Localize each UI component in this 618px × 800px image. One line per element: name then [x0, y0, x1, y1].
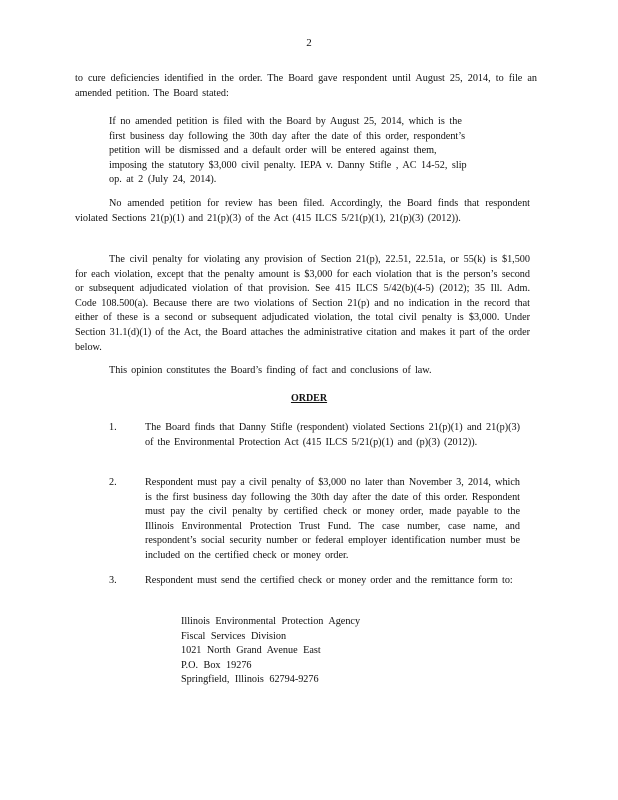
quote-line: first business day following the 30th day after the date of this order, respondent’s: [109, 130, 466, 142]
address-line: Illinois Environmental Protection Agency: [181, 616, 361, 627]
order-item-number: 1.: [109, 422, 117, 433]
body-paragraph: No amended petition for review has been filed. Accordingly, the Board finds that respondent violated Sections 21(p)(1) and 21(p)(3) of the Act (415 ILCS 5/21(p)(1), 21(p)(3) (2012)).: [75, 198, 530, 224]
address-line: Fiscal Services Division: [181, 630, 287, 642]
intro-paragraph: to cure deficiencies identified in the order. The Board gave respondent until August 25, 2014, to file an amended petition. The Board stated:: [75, 73, 537, 99]
mailing-address: [181, 615, 360, 688]
order-item-text: Respondent must send the certified check or money order and the remittance form to:: [145, 575, 513, 586]
order-item-text: Respondent must pay a civil penalty of $3,000 no later than November 3, 2014, which is the first business day following the 30th day after the date of this order. Respondent must pay the civil penalty by certified check or money order, made payable to the Illinois Environmental Protection Trust Fund. The case number, case name, and respondent’s social security number or federal employer identification number must be included on the certified check or money order.: [145, 477, 520, 561]
body-paragraph: The civil penalty for violating any provision of Section 21(p), 22.51, 22.51a, or 55(k) is $1,500 for each violation, except that the penalty amount is $3,000 for each violation that is the person’s second or subsequent adjudicated violation of that provision. See 415 ILCS 5/42(b)(4-5) (2012); 35 Ill. Adm. Code 108.500(a). Because there are two violations of Section 21(p) and no indication in the record that either of these is a second or subsequent adjudicated violation, the total civil penalty is $3,000. Under Section 31.1(d)(1) of the Act, the Board attaches the administrative citation and makes it part of the order below.: [75, 254, 530, 353]
quote-line: op. at 2 (July 24, 2014).: [109, 174, 217, 186]
body-paragraph: This opinion constitutes the Board’s finding of fact and conclusions of law.: [109, 365, 432, 376]
page-number: 2: [306, 37, 312, 49]
order-item-number: 2.: [109, 477, 117, 488]
order-item-number: 3.: [109, 575, 117, 586]
address-line: 1021 North Grand Avenue East: [181, 645, 321, 657]
order-heading: ORDER: [290, 393, 328, 404]
block-quote: [109, 115, 519, 188]
quote-line: imposing the statutory $3,000 civil penalty. IEPA v. Danny Stifle , AC 14-52, slip: [109, 159, 467, 171]
quote-line: If no amended petition is filed with the Board by August 25, 2014, which is the: [109, 116, 462, 127]
address-line: Springfield, Illinois 62794-9276: [181, 674, 319, 686]
address-line: P.O. Box 19276: [181, 659, 252, 671]
order-item-text: The Board finds that Danny Stifle (respondent) violated Sections 21(p)(1) and 21(p)(3) of the Environmental Protection Act (415 ILCS 5/21(p)(1) and (p)(3) (2012)).: [145, 422, 520, 448]
quote-line: petition will be dismissed and a default order will be entered against them,: [109, 145, 437, 157]
